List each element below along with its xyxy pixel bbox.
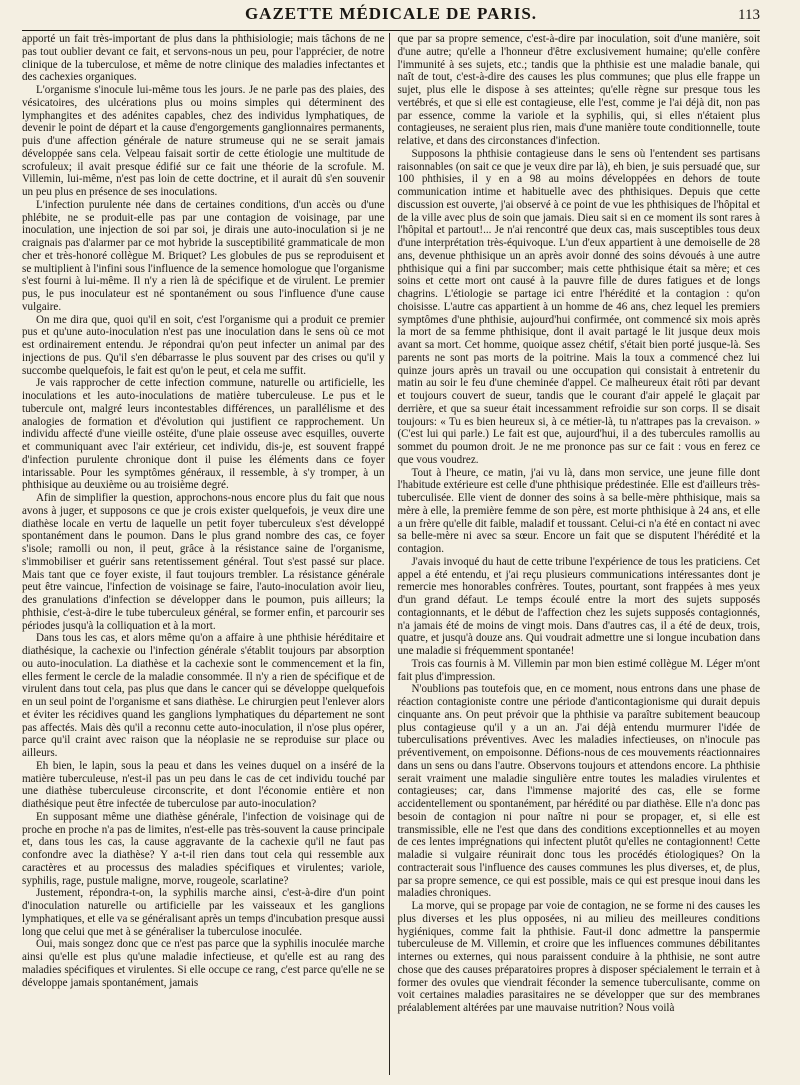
paragraph: Supposons la phthisie contagieuse dans le sens où l'entendent ses partisans raisonnables (on sait ce que je veux dire par là), eh bien, je suis persuadé que, sur 100 phthisies, il y en a 98 au moins développées en dehors de toute communication intime et habituelle avec des phthisiques. Depuis que cette discussion est ouverte, j'ai observé à ce point de vue les phthisiques de l'hôpital et de la ville avec plus de soin que jamais. Dieu sait si en ce moment ils sont rares à l'hôpital et partout!... Je n'ai rencontré que deux cas, mais susceptibles tous deux d'une interprétation très-équivoque. L'un d'eux appartient à une demoiselle de 28 ans, devenue phthisique un an après avoir donné des soins dévoués à une autre phthisique qui a fini par succomber; mais cette phthisique était sa mère; et ces soins et cette mort ont causé à la pauvre fille de dures fatigues et de longs chagrins. L'étiologie se partage ici entre l'hérédité et la contagion : qu'on choisisse. L'autre cas appartient à un homme de 46 ans, chez lequel les premiers symptômes d'une phthisie, aujourd'hui confirmée, ont commencé six mois après la mort de sa femme phthisique, dont il avait partagé le lit jusque deux mois avant sa mort. Cet homme, quoique assez chétif, s'était bien porté jusque-là. Ses parents ne sont pas morts de la poitrine. Mais la toux a commencé chez lui quinze jours après un travail ou une occupation qui consistait à entretenir du matin au soir le feu d'une cheminée d'appel. Ce malheureux était rôti par devant et toujours couvert de sueur, tandis que le courant d'air appelé le glaçait par derrière, et que sa sueur était incessamment refroidie sur son corps. Il se disait toujours: « Tu es bien heureux si, à ce métier-là, tu n'attrapes pas la crevaison. » (C'est lui qui parle.) Le fait est que, aujourd'hui, il a des tubercules ramollis au sommet du poumon droit. Je ne me prononce pas sur ce fait : vous en ferez ce que vous voudrez. <box>397 147 761 466</box>
running-header <box>22 0 760 30</box>
paragraph: Afin de simplifier la question, approchons-nous encore plus du fait que nous avons à juger, et supposons ce que je crois exister quelquefois, je veux dire une diathèse locale en vertu de laquelle un petit foyer tuberculeux s'est développé spontanément dans le poumon. Dans le plus grand nombre des cas, ce foyer s'isole; ramolli ou non, il peut, grâce à la résistance saine de l'organisme, s'immobiliser et guérir sans retentissement général. Tout s'est passé sur place. Mais tant que ce foyer existe, il faut toujours trembler. La résistance générale peut être vaincue, l'infection de voisinage se faire, l'auto-inoculation avoir lieu, des granulations d'infection se développer dans le poumon, puis ailleurs; la phthisie, c'est-à-dire le tube tuberculeux général, se former enfin, et parcourir ses périodes jusqu'à la colliquation et à la mort. <box>22 492 385 632</box>
text-columns <box>22 33 760 1075</box>
paragraph: apporté un fait très-important de plus dans la phthisiologie; mais tâchons de ne pas tout oublier devant ce fait, et servons-nous un peu, pour l'apprécier, de notre clinique de la tuberculose, et même de notre clinique des maladies infectantes et des cachexies organiques. <box>22 33 385 84</box>
paragraph: Eh bien, le lapin, sous la peau et dans les veines duquel on a inséré de la matière tuberculeuse, n'est-il pas un peu dans le cas de cet individu touché par une diathèse tuberculeuse circonscrite, et dont l'économie entière et non diathésique peut être infectée de tuberculose par auto-inoculation? <box>22 759 385 810</box>
paragraph: L'organisme s'inocule lui-même tous les jours. Je ne parle pas des plaies, des vésicatoires, des ulcérations plus ou moins simples qui déterminent des lymphangites et des adénites capables, chez des individus lymphatiques, de devenir le point de départ et la cause d'engorgements ganglionnaires permanents, puis d'une affection générale de nature strumeuse qui ne se serait jamais développée sans cela. Velpeau faisait sortir de cette étiologie une multitude de scrofuleux; il avait presque édifié sur ce fait une théorie de la scrofule. M. Villemin, lui-même, n'est pas loin de cette doctrine, et il aurait dû s'en souvenir un peu plus en présence de ses inoculations. <box>22 84 385 198</box>
column-divider <box>389 33 398 1075</box>
journal-title: GAZETTE MÉDICALE DE PARIS. <box>244 4 538 23</box>
paragraph: Dans tous les cas, et alors même qu'on a affaire à une phthisie héréditaire et diathésique, la cachexie ou l'infection générale s'établit toujours par absorption ou auto-inoculation. La diathèse et la cachexie sont le commencement et la fin, elles ferment le cercle de la maladie consommée. Il n'y a rien de spécifique et de virulent dans tout cela, pas plus que dans le cancer qui se développe quelquefois en un seul point de l'organisme et sans diathèse. Le chirurgien peut l'enlever alors et éviter les récidives quand les ganglions lymphatiques du département ne sont pas affectés. Mais dès qu'il a reconnu cette auto-inoculation, il n'ose plus opérer, parce qu'il craint avec raison que la néoplasie ne se reproduise sur place ou ailleurs. <box>22 632 385 759</box>
paragraph: Trois cas fournis à M. Villemin par mon bien estimé collègue M. Léger m'ont fait plus d'impression. <box>397 657 761 683</box>
paragraph: Justement, répondra-t-on, la syphilis marche ainsi, c'est-à-dire d'un point d'inoculation naturelle ou artificielle par les vaisseaux et les ganglions lymphatiques, et elle va se généralisant après un temps d'incubation presque aussi long que celui que met à se généraliser la tuberculose inoculée. <box>22 887 385 938</box>
page-number: 113 <box>738 7 760 23</box>
paragraph: Oui, mais songez donc que ce n'est pas parce que la syphilis inoculée marche ainsi qu'elle est plus qu'une maladie infectieuse, et qu'elle est au rang des maladies spécifiques et virulentes. Si elle occupe ce rang, c'est parce qu'elle ne se développe jamais spontanément, jamais <box>22 938 385 989</box>
paragraph: L'infection purulente née dans de certaines conditions, d'un accès ou d'une phlébite, ne se produit-elle pas par une contagion de voisinage, par une inoculation, une injection de soi par soi, je dirais une auto-inoculation si je ne craignais pas d'alarmer par ce mot hybride la susceptibilité grammaticale de mon cher et très-honoré collègue M. Briquet? Les globules de pus se reproduisent et se multiplient à l'infini sous l'influence de la semence homologue que l'organisme s'est fourni à lui-même. Il n'y a rien là de spécifique et de virulent. Le premier pus, le pus inoculateur est né spontanément ou sous l'influence d'une cause vulgaire. <box>22 198 385 313</box>
paragraph: La morve, qui se propage par voie de contagion, ne se forme ni des causes les plus diverses et les plus opposées, ni au milieu des meilleures conditions hygiéniques, comme fait la phthisie. Faut-il donc admettre la panspermie tuberculeuse de M. Villemin, et croire que les influences communes débilitantes internes ou externes, qui nous paraissent conduire à la phthisie, ne sont autre chose que des causes préparatoires propres à disposer spécialement le terrain et à former des ovules que viendrait féconder la semence tuberculisante, comme on voit certaines maladies parasitaires ne se développer que sur des membranes préalablement altérées par une mauvaise nutrition? Nous voilà <box>397 900 761 1014</box>
paragraph: Tout à l'heure, ce matin, j'ai vu là, dans mon service, une jeune fille dont l'habitude extérieure est celle d'une phthisique prédestinée. Elle est d'ailleurs très-tuberculisée. Elle vient de donner des soins à sa belle-mère phthisique, mais sa mère à elle, la première femme de son père, est morte phthisique à 24 ans, et elle a un frère qu'elle dit faible, maladif et toussant. Celui-ci n'a été en contact ni avec sa belle-mère ni avec sa sœur. Encore un fait que se disputent l'hérédité et la contagion. <box>397 466 761 555</box>
paragraph: N'oublions pas toutefois que, en ce moment, nous entrons dans une phase de réaction contagioniste contre une période d'anticontagionisme qui durait depuis cinquante ans. On peut prévoir que la phthisie va paraître subitement beaucoup plus contagieuse qu'il y a un an. J'ai déjà entendu murmurer l'idée de tuberculisations préventives. Avec les maladies infectieuses, on n'inocule pas préventivement, on empoisonne. Défions-nous de ces mouvements réactionnaires dans un sens ou dans l'autre. Observons toujours et attendons encore. La phthisie serait vraiment une maladie singulière entre toutes les maladies virulentes et contagieuses; car, dans l'immense majorité des cas, elle se forme accidentellement ou spontanément, par hérédité ou par diathèse. Elle n'a donc pas besoin de contagion ni pour naître ni pour se propager, et, si elle est transmissible, elle ne l'est que dans des conditions exceptionnelles et au moyen de ces lentes imprégnations qui infectent plutôt qu'elles ne contagionnent! Cette maladie si vulgaire réunirait donc tous les procédés étiologiques? On la contracterait sous l'influence des causes communes les plus diverses, et, de plus, par sa propre semence, ce qui est possible, mais ce qui est presque inoui dans les maladies chroniques. <box>397 683 761 900</box>
right-column <box>397 33 760 1075</box>
left-column <box>22 33 385 1075</box>
paragraph: J'avais invoqué du haut de cette tribune l'expérience de tous les praticiens. Cet appel a été entendu, et j'ai reçu plusieurs communications intéressantes dont je remercie mes honorables confrères. Toutes, pourtant, sont frappées à mes yeux d'un grand défaut. Le temps écoulé entre la mort des sujets supposés contagionnants, et le début de l'affection chez les sujets supposés contagionnés, n'a jamais été de moins de vingt mois. Dans d'autres cas, il a été de deux, trois, quatre, et jusqu'à douze ans. Qui voudrait admettre une si longue incubation dans une maladie si fréquemment spontanée! <box>397 555 761 657</box>
paragraph: Je vais rapprocher de cette infection commune, naturelle ou artificielle, les inoculations et les auto-inoculations de matière tuberculeuse. Le pus et le tubercule ont, malgré leurs incontestables différences, un parallélisme et des analogies de formation et d'évolution qui justifient ce rapprochement. Un individu affecté d'une vieille ostéite, d'une plaie osseuse avec esquilles, ouverte et communiquant avec l'air extérieur, cet individu, dis-je, est souvent frappé d'infection purulente chronique dont il puise les éléments dans ce foyer intarissable. Pour les symptômes généraux, il ressemble, à s'y tromper, à un phthisique au deuxième ou au troisième degré. <box>22 377 385 492</box>
paragraph: En supposant même une diathèse générale, l'infection de voisinage qui de proche en proche n'a pas de limites, n'est-elle pas très-souvent la cause principale et, dans tous les cas, la cause aggravante de la cachexie qu'il ne faut pas confondre avec la diathèse? Y a-t-il rien dans tout cela qui ressemble aux caractères et au processus des maladies spécifiques et virulentes; variole, syphilis, rage, pustule maligne, morve, rougeole, scarlatine? <box>22 810 385 887</box>
paragraph: On me dira que, quoi qu'il en soit, c'est l'organisme qui a produit ce premier pus et qu'une auto-inoculation n'est pas une inoculation dans le sens où ce mot est ordinairement entendu. Je répondrai qu'on peut infecter un animal par des injections de pus. Qu'il s'en débarrasse le plus souvent par des crises ou qu'il y succombe quelquefois, le fait est qu'on le peut, et cela me suffit. <box>22 313 385 377</box>
paragraph: que par sa propre semence, c'est-à-dire par inoculation, soit d'une manière, soit d'une autre; qu'elle a l'honneur d'être exclusivement humaine; qu'elle confère l'immunité à ses sujets, etc.; tandis que la phthisie est une maladie banale, qui naît de tout, c'est-à-dire des causes les plus communes; que plus elle frappe un sujet, plus elle le dispose à ses atteintes; qu'elle règne sur presque tous les vertébrés, et que si elle est contagieuse, elle l'est, comme je l'ai déjà dit, non pas par essence, comme la variole et la syphilis, qui, si elles n'étaient plus contagieuses, ne seraient plus rien, mais d'une manière toute conditionnelle, toute relative, et dans des circonstances d'infection. <box>397 33 761 147</box>
header-rule <box>22 30 760 31</box>
